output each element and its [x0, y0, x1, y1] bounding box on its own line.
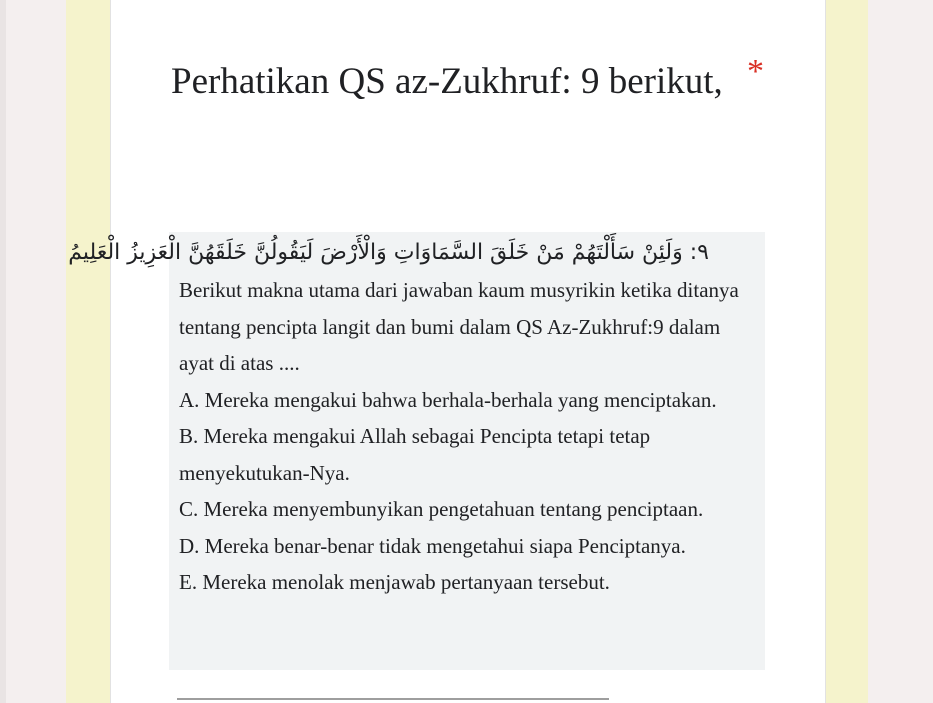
answer-option-d: D. Mereka benar-benar tidak mengetahui siapa Penciptanya. — [179, 533, 686, 558]
answer-option-e: E. Mereka menolak menjawab pertanyaan tersebut. — [179, 570, 610, 594]
answer-field-underline[interactable] — [177, 698, 609, 700]
answer-option-c: C. Mereka menyembunyikan pengetahuan tentang penciptaan. — [179, 497, 704, 521]
question-body — [179, 272, 759, 601]
quran-verse: ٩: وَلَئِنْ سَأَلْتَهُمْ مَنْ خَلَقَ السَّمَاوَاتِ وَالْأَرْضَ لَيَقُولُنَّ خَلَقَهُنَّ الْعَزِيزُ الْعَلِيمُ — [68, 240, 709, 265]
page-side-band-right — [826, 0, 868, 703]
answer-option-a: A. Mereka mengakui bahwa berhala-berhala yang menciptakan. — [179, 387, 717, 412]
window-left-edge — [0, 0, 6, 703]
question-card — [68, 0, 826, 703]
answer-option-b: B. Mereka mengakui Allah sebagai Pencipta tetapi tetap menyekutukan-Nya. — [179, 424, 651, 485]
page-side-band-left — [66, 0, 110, 703]
question-title: Perhatikan QS az-Zukhruf: 9 berikut, — [171, 61, 723, 102]
question-content-box — [68, 232, 765, 670]
required-asterisk: * — [747, 53, 764, 90]
question-prompt: Berikut makna utama dari jawaban kaum musyrikin ketika ditanya tentang pencipta langit dan bumi dalam QS Az-Zukhruf:9 dalam ayat di atas .... — [179, 278, 739, 375]
